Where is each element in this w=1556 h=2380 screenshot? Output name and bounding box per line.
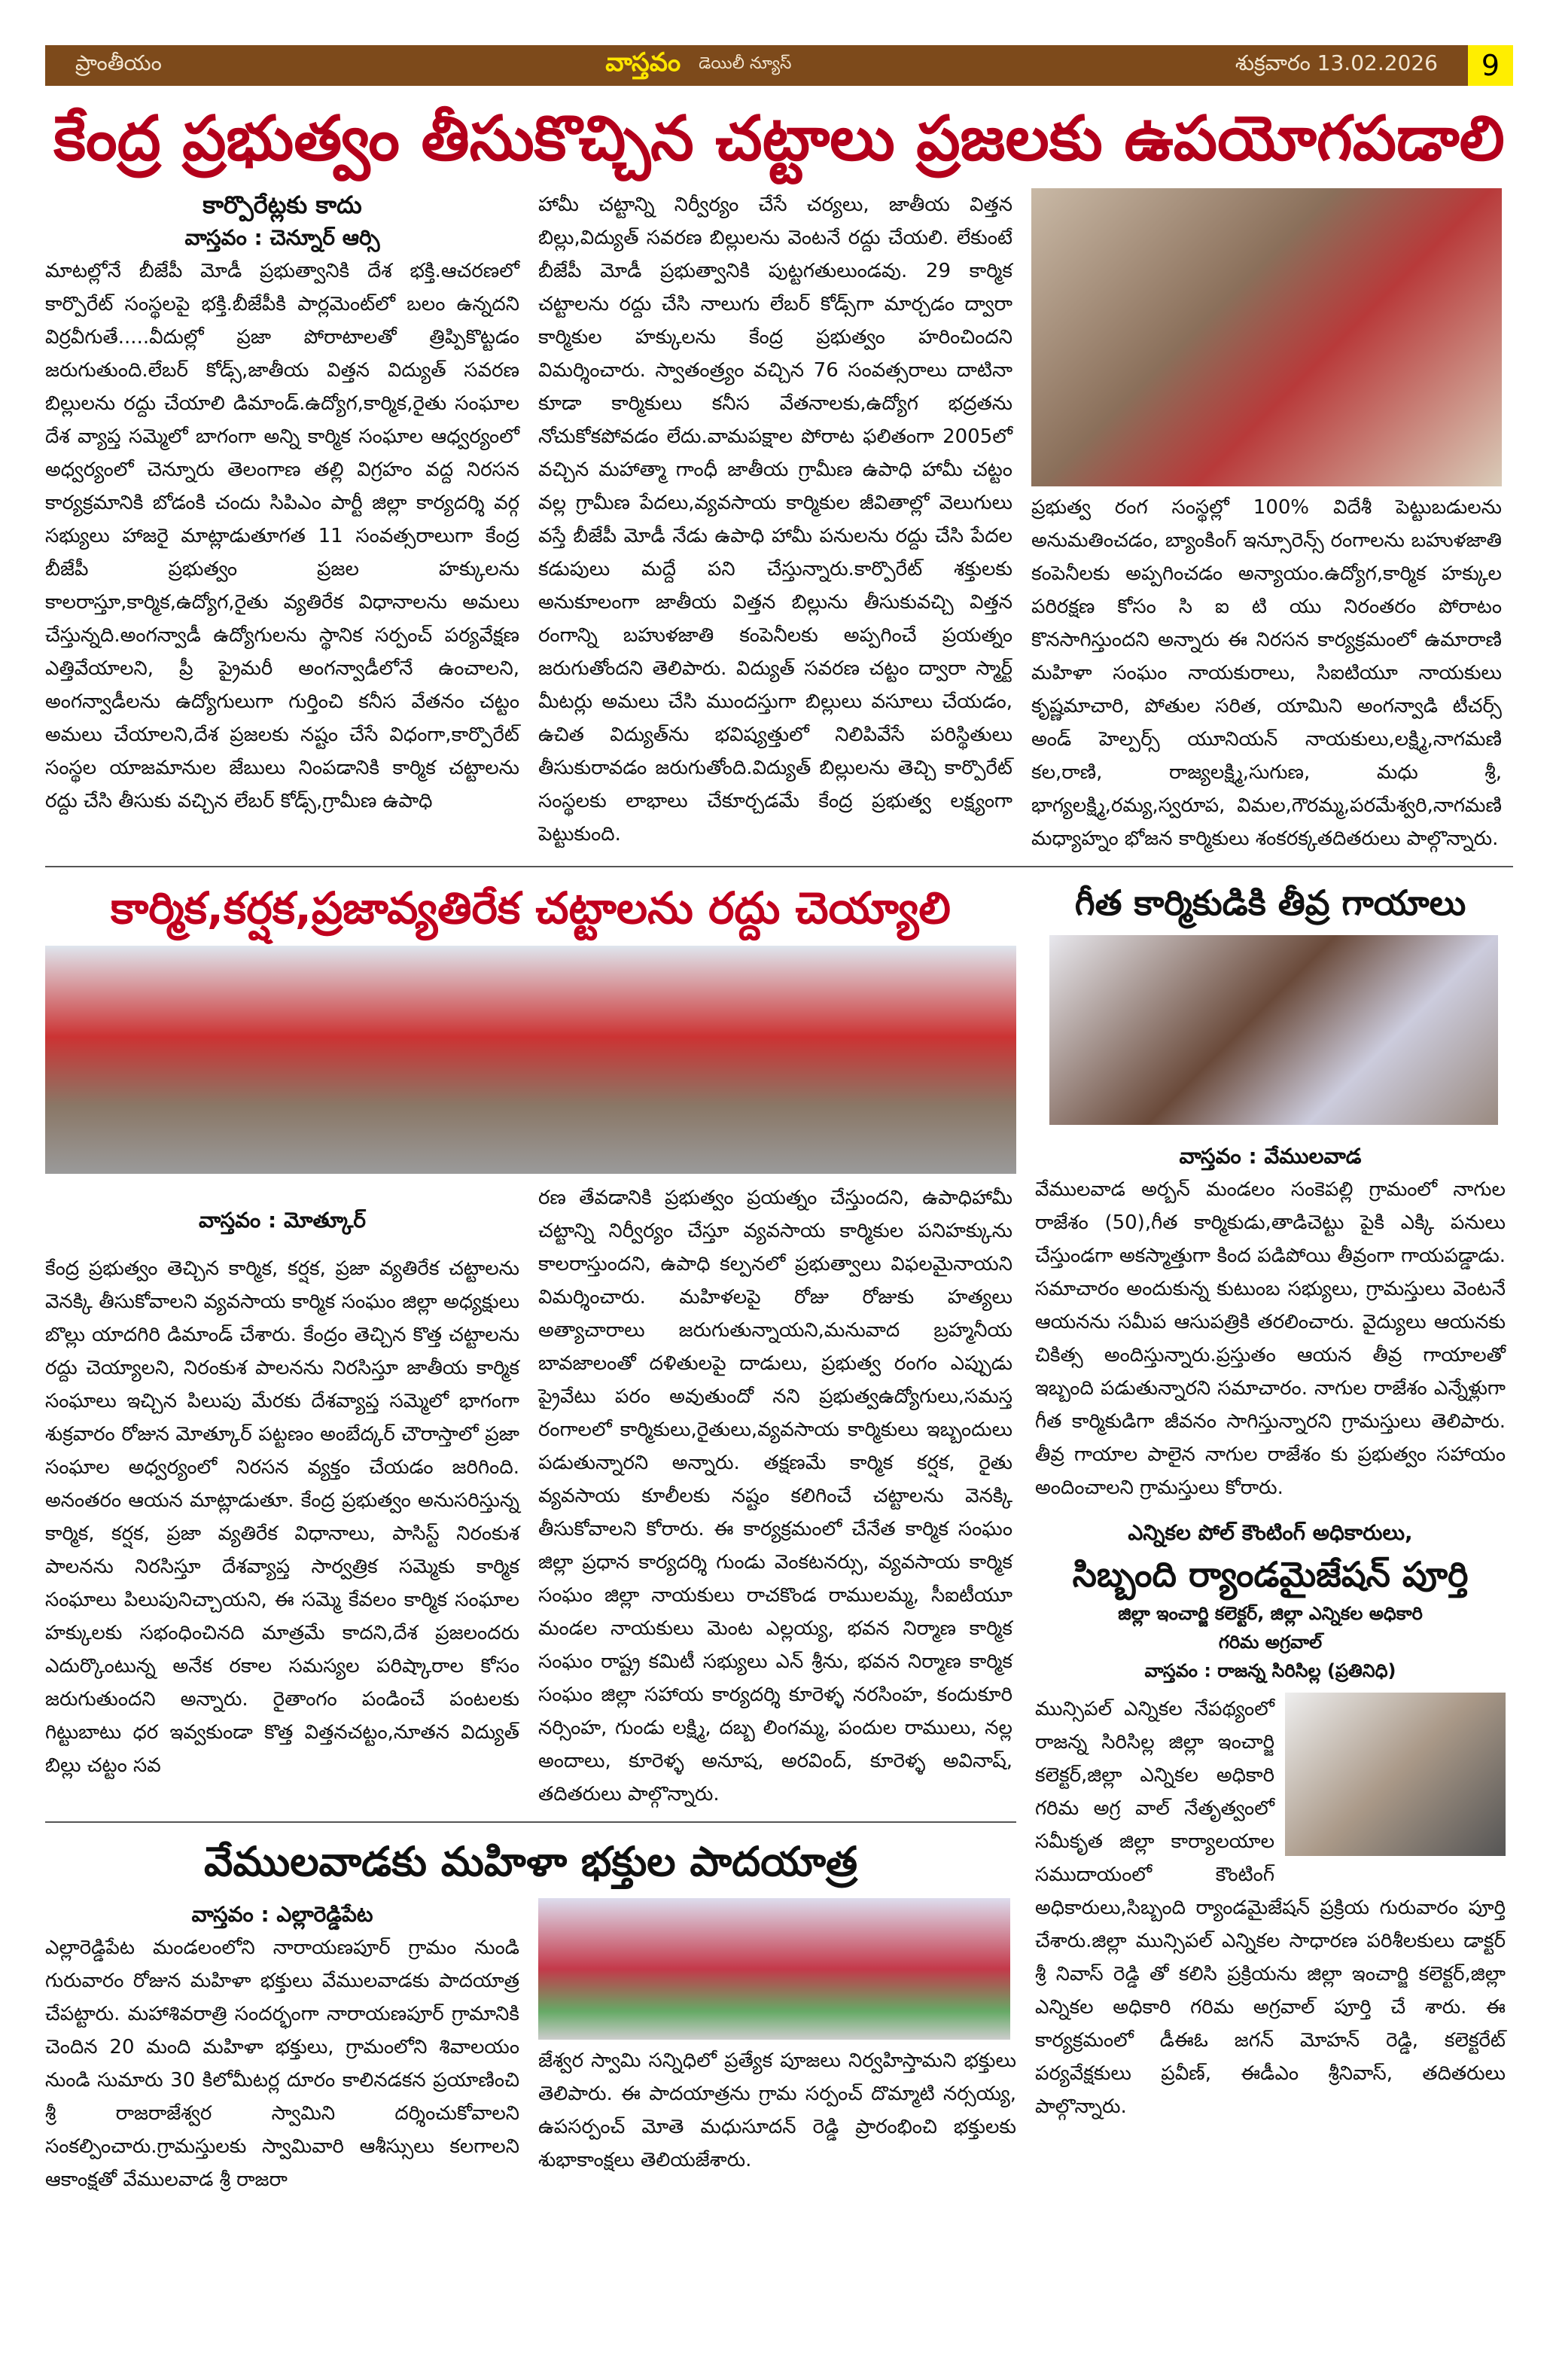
article2-col1 (45, 1181, 519, 1782)
page-header (45, 45, 1513, 86)
article5-col2 (538, 1898, 1016, 2177)
page-number: 9 (1468, 45, 1513, 86)
devotees-photo (538, 1898, 1010, 2040)
article2-headline: కార్మిక,కర్షక,ప్రజావ్యతిరేక చట్టాలను రద్దు చెయ్యాలి (111, 882, 951, 934)
article4-text-block (1035, 1693, 1506, 2123)
article4-dateline: వాస్తవం : రాజన్న సిరిసిల్ల (ప్రతినిధి) (1144, 1660, 1396, 1681)
lead-text-col2: హామీ చట్టాన్ని నిర్వీర్యం చేసే చర్యలు, జాతీయ విత్తన బిల్లు,విద్యుత్ సవరణ బిల్లులను వెంటనే రద్దు చేయలి. లేకుంటే బీజేపీ మోడీ ప్రభుత్వానికి పుట్టగతులుండవు. 29 కార్మిక చట్టాలను రద్దు చేసి నాలుగు లేబర్ కోడ్స్‌గా మార్చడం ద్వారా కార్మికుల హక్కులను కేంద్ర ప్రభుత్వం హరించిందని విమర్శించారు. స్వాతంత్ర్యం వచ్చిన 76 సంవత్సరాలు దాటినా కూడా కార్మికులు కనీస వేతనాలకు,ఉద్యోగ భద్రతను నోచుకోకపోవడం లేదు.వామపక్షాల పోరాట ఫలితంగా 2005లో వచ్చిన మహాత్మా గాంధీ జాతీయ గ్రామీణ ఉపాధి హామీ చట్టం వల్ల గ్రామీణ పేదలు,వ్యవసాయ కార్మికుల జీవితాల్లో వెలుగులు వస్తే బీజేపీ మోడీ నేడు ఉపాధి హామీ పనులను రద్దు చేసి పేదల కడుపులు మద్దే పని చేస్తున్నారు.కార్పొరేట్ శక్తులకు అనుకూలంగా జాతీయ విత్తన బిల్లును తీసుకువచ్చి విత్తన రంగాన్ని బహుళజాతి కంపెనీలకు అప్పగించే ప్రయత్నం జరుగుతోందని తెలిపారు. విద్యుత్ సవరణ చట్టం ద్వారా స్మార్ట్ మీటర్లు అమలు చేసి ముందస్తుగా బిల్లులు వసూలు చేయడం, ఉచిత విద్యుత్‌ను భవిష్యత్తులో నిలిపివేసే పరిస్థితులు తీసుకురావడం జరుగుతోంది.విద్యుత్ బిల్లులను తెచ్చి కార్పొరేట్ సంస్థలకు లాభాలు చేకూర్చడమే కేంద్ర ప్రభుత్వ లక్ష్యంగా పెట్టుకుంది. (538, 194, 1012, 846)
article2-dateline: వాస్తవం : మోత్కూర్ (199, 1208, 366, 1233)
right-area (1035, 878, 1506, 2123)
article4-text: యాల సముదాయంలో కౌంటింగ్ అధికారులు,సిబ్బంది ర్యాండమైజేషన్ ప్రక్రియ గురువారం పూర్తి చేశారు.జిల్లా మున్సిపల్ ఎన్నికల సాధారణ పరిశీలకులు డాక్టర్ శ్రీ నివాస్ రెడ్డి తో కలిసి ప్రక్రియను జిల్లా ఇంచార్జి కలెక్టర్,జిల్లా ఎన్నికల అధికారి గరిమ అగ్రవాల్ పూర్తి చే శారు. ఈ కార్యక్రమంలో డీఈఓ జగన్ మోహన్ రెడ్డి, కలెక్టరేట్ పర్యవేక్షకులు ప్రవీణ్, ఈడీఎం శ్రీనివాస్, తదితరులు పాల్గొన్నారు. (1035, 1830, 1506, 2118)
article3-headline: గీత కార్మికుడికి తీవ్ర గాయాలు (1074, 882, 1466, 923)
article4-sub2: గరిమ అగ్రవాల్ (1218, 1632, 1323, 1653)
article4-headline: సిబ్బంది ర్యాండమైజేషన్ పూర్తి (1072, 1554, 1469, 1595)
article4-kicker: ఎన్నికల పోల్ కౌంటింగ్ అధికారులు, (1128, 1520, 1413, 1545)
lead-text-col3: ప్రభుత్వ రంగ సంస్థల్లో 100% విదేశీ పెట్టుబడులను అనుమతించడం, బ్యాంకింగ్ ఇన్సూరెన్స్ రంగాలను బహుళజాతి కంపెనీలకు అప్పగించడం అన్యాయం.ఉద్యోగ,కార్మిక హక్కుల పరిరక్షణ కోసం సి ఐ టి యు నిరంతరం పోరాటం కొనసాగిస్తుందని అన్నారు ఈ నిరసన కార్యక్రమంలో ఉమారాణి మహిళా సంఘం నాయకురాలు, సిఐటియూ నాయకులు కృష్ణమాచారి, పోతుల సరిత, యామిని అంగన్వాడి టీచర్స్ అండ్ హెల్పర్స్ యూనియన్ నాయకులు,లక్ష్మి,నాగమణి కల,రాణి, రాజ్యలక్ష్మి,సుగుణ, మధు శ్రీ, భాగ్యలక్ష్మి,రమ్య,స్వరూప, విమల,గౌరమ్మ,పరమేశ్వరి,నాగమణి మధ్యాహ్నం భోజన కార్మికులు శంకరక్కతదితరులు పాల్గొన్నారు. (1031, 496, 1502, 850)
rally-photo (45, 946, 1016, 1174)
article3-dateline: వాస్తవం : వేములవాడ (1179, 1144, 1362, 1169)
lead-kicker: కార్పొరేట్లకు కాదు (202, 190, 362, 219)
article4-subheads (1035, 1599, 1506, 1685)
protest-photo (1031, 188, 1502, 486)
left-area (45, 878, 1016, 2196)
lead-dateline: వాస్తవం : చెన్నూర్ ఆర్సి (184, 225, 380, 250)
article4-text-top: మున్సిపల్ ఎన్నికల నేపథ్యంలో రాజన్న సిరిసిల్ల జిల్లా ఇంచార్జి కలెక్టర్,జిల్లా ఎన్నికల అధికారి గరిమ అగ్ర వాల్ నేతృత్వంలో సమీకృత జిల్లా కార్యాల (1035, 1698, 1274, 1853)
article5-text-col2: జేశ్వర స్వామి సన్నిధిలో ప్రత్యేక పూజలు నిర్వహిస్తామని భక్తులు తెలిపారు. ఈ పాదయాత్రను గ్రామ సర్పంచ్ దొమ్మాటి నర్సయ్య, ఉపసర్పంచ్ మోతె మధుసూదన్ రెడ్డి ప్రారంభించి భక్తులకు శుభాకాంక్షలు తెలియజేశారు. (538, 2049, 1016, 2171)
article2-text-col2: రణ తేవడానికి ప్రభుత్వం ప్రయత్నం చేస్తుందని, ఉపాధిహామీ చట్టాన్ని నిర్వీర్యం చేస్తూ వ్యవసాయ కార్మికుల పనిహక్కును కాలరాస్తుందని, ఉపాధి కల్పనలో ప్రభుత్వాలు విఫలమైనాయని విమర్శించారు. మహిళలపై రోజు రోజుకు హత్యలు అత్యాచారాలు జరుగుతున్నాయని,మనువాద బ్రహ్మనీయ బావజాలంతో దళితులపై దాడులు, ప్రభుత్వ రంగం ఎప్పుడు ప్రైవేటు పరం అవుతుందో నని ప్రభుత్వఉద్యోగులు,సమస్త రంగాలలో కార్మికులు,రైతులు,వ్యవసాయ కార్మికులు ఇబ్బందులు పడుతున్నారని అన్నారు. తక్షణమే కార్మిక కర్షక, రైతు వ్యవసాయ కూలీలకు నష్టం కలిగించే చట్టాలను వెనక్కి తీసుకోవాలని కోరారు. ఈ కార్యక్రమంలో చేనేత కార్మిక సంఘం జిల్లా ప్రధాన కార్యదర్శి గుండు వెంకటనర్సు, వ్యవసాయ కార్మిక సంఘం జిల్లా నాయకులు రాచకొండ రాములమ్మ, సీఐటీయూ మండల నాయకులు మెంట ఎల్లయ్య, భవన నిర్మాణ కార్మిక సంఘం రాష్ట్ర కమిటీ సభ్యులు ఎన్ శ్రీను, భవన నిర్మాణ కార్మిక సంఘం జిల్లా సహాయ కార్యదర్శి కూరెళ్ళ నరసింహ, కందుకూరి నర్సింహ, గుండు లక్ష్మి, దబ్బ లింగమ్మ, పందుల రాములు, నల్ల అందాలు, కూరెళ్ళ అనూష, అరవింద్, కూరెళ్ళ అవినాష్, తదితరులు పాల్గొన్నారు. (538, 1187, 1012, 1806)
article5-dateline: వాస్తవం : ఎల్లారెడ్డిపేట (191, 1902, 373, 1927)
lead-text-col1: మాటల్లోనే బీజేపీ మోడీ ప్రభుత్వానికి దేశ భక్తి.ఆచరణలో కార్పొరేట్ సంస్థలపై భక్తి.బీజేపీకి పార్లమెంట్‌లో బలం ఉన్నదని విర్రవీగుతే.....వీదుల్లో ప్రజా పోరాటాలతో త్రిప్పికొట్టడం జరుగుతుంది.లేబర్ కోడ్స్,జాతీయ విత్తన విద్యుత్ సవరణ బిల్లులను రద్దు చేయాలి డిమాండ్.ఉద్యోగ,కార్మిక,రైతు సంఘాల దేశ వ్యాప్త సమ్మెలో బాగంగా అన్ని కార్మిక సంఘాల ఆధ్వర్యంలో అధ్వర్యంలో చెన్నూరు తెలంగాణ తల్లి విగ్రహం వద్ద నిరసన కార్యక్రమానికి బోడంకి చందు సిపిఎం పార్టీ జిల్లా కార్యదర్శి వర్గ సభ్యులు హాజరై మాట్లాడుతూగత 11 సంవత్సరాలుగా కేంద్ర బీజేపీ ప్రభుత్వం ప్రజల హక్కులను కాలరాస్తూ,కార్మిక,ఉద్యోగ,రైతు వ్యతిరేక విధానాలను అమలు చేస్తున్నది.అంగన్వాడీ ఉద్యోగులను స్థానిక సర్పంచ్ పర్యవేక్షణ ఎత్తివేయాలని, ప్రీ ప్రైమరీ అంగన్వాడీలోనే ఉంచాలని, అంగన్వాడీలను ఉద్యోగులుగా గుర్తించి కనీస వేతనం చట్టం అమలు చేయాలని,దేశ ప్రజలకు నష్టం చేసే విధంగా,కార్పొరేట్ సంస్థల యాజమానుల జేబులు నింపడానికి కార్మిక చట్టాలను రద్దు చేసి తీసుకు వచ్చిన లేబర్ కోడ్స్,గ్రామీణ ఉపాధి (45, 260, 519, 812)
article2-body (45, 1181, 1016, 1811)
meeting-photo (1285, 1693, 1506, 1856)
article5-col1 (45, 1898, 519, 2196)
page-header-bar (45, 45, 1468, 86)
article5-text-col1: ఎల్లారెడ్డిపేట మండలంలోని నారాయణపూర్ గ్రామం నుండి గురువారం రోజున మహిళా భక్తులు వేములవాడకు పాదయాత్ర చేపట్టారు. మహాశివరాత్రి సందర్భంగా నారాయణపూర్ గ్రామానికి చెందిన 20 మంది మహిళా భక్తులు, గ్రామంలోని శివాలయం నుండి సుమారు 30 కిలోమీటర్ల దూరం కాలినడకన ప్రయాణించి శ్రీ రాజరాజేశ్వర స్వామిని దర్శించుకోవాలని సంకల్పించారు.గ్రామస్తులకు స్వామివారి ఆశీస్సులు కలగాలని ఆకాంక్షతో వేములవాడ శ్రీ రాజరా (45, 1937, 519, 2191)
section-label: ప్రాంతీయం (75, 50, 162, 75)
brand-subtitle: డెయిలీ న్యూస్ (699, 54, 792, 73)
article2-text-col1: కేంద్ర ప్రభుత్వం తెచ్చిన కార్మిక, కర్షక, ప్రజా వ్యతిరేక చట్టాలను వెనక్కి తీసుకోవాలని వ్యవసాయ కార్మిక సంఘం జిల్లా అధ్యక్షులు బొల్లు యాదగిరి డిమాండ్ చేశారు. కేంద్రం తెచ్చిన కొత్త చట్టాలను రద్దు చెయ్యాలని, నిరంకుశ పాలనను నిరసిస్తూ జాతీయ కార్మిక సంఘాలు ఇచ్చిన పిలుపు మేరకు దేశవ్యాప్త సమ్మెలో భాగంగా శుక్రవారం రోజున మోత్కూర్ పట్టణం అంబేద్కర్ చౌరాస్తాలో ప్రజా సంఘాల అధ్వర్యంలో నిరసన వ్యక్తం చేయడం జరిగింది. అనంతరం ఆయన మాట్లాడుతూ. కేంద్ర ప్రభుత్వం అనుసరిస్తున్న కార్మిక, కర్షక, ప్రజా వ్యతిరేక విధానాలు, పాసిస్ట్ నిరంకుశ పాలనను నిరసిస్తూ దేశవ్యాప్త సార్వత్రిక సమ్మెకు కార్మిక సంఘాలు పిలుపునిచ్చాయని, ఈ సమ్మె కేవలం కార్మిక సంఘాల హక్కులకు సభంధించినది మాత్రమే కాదని,దేశ ప్రజలందరు ఎదుర్కొంటున్న అనేక రకాల సమస్యల పరిష్కారాల కోసం జరుగుతుందని అన్నారు. రైతాంగం పండించే పంటలకు గిట్టుబాటు ధర ఇవ్వకుండా కొత్త విత్తనచట్టం,నూతన విద్యుత్ బిల్లు చట్టం సవ (45, 1257, 519, 1777)
lead-article-col3 (1031, 188, 1502, 855)
divider (45, 1821, 1016, 1823)
brand-logo: వాస్తవం (605, 47, 681, 78)
lead-article-col1 (45, 188, 519, 818)
article5-body (45, 1898, 1016, 2196)
article5-headline: వేములవాడకు మహిళా భక్తుల పాదయాత్ర (204, 1838, 857, 1885)
article4-sub1: జిల్లా ఇంచార్జి కలెక్టర్, జిల్లా ఎన్నికల అధికారి (1118, 1603, 1423, 1624)
lead-headline: కేంద్ర ప్రభుత్వం తీసుకొచ్చిన చట్టాలు ప్రజలకు ఉపయోగపడాలి (53, 103, 1505, 175)
issue-date: శుక్రవారం 13.02.2026 (1235, 50, 1438, 75)
injured-worker-photo (1049, 935, 1498, 1125)
lower-section (45, 878, 1513, 2196)
lead-article (45, 188, 1513, 855)
divider (45, 866, 1513, 867)
article3-text: వేములవాడ అర్బన్ మండలం సంకెపల్లి గ్రామంలో నాగుల రాజేశం (50),గీత కార్మికుడు,తాడిచెట్టు పైకి ఎక్కి పనులు చేస్తుండగా అకస్మాత్తుగా కింద పడిపోయి తీవ్రంగా గాయపడ్డాడు. సమాచారం అందుకున్న కుటుంబ సభ్యులు, గ్రామస్తులు వెంటనే ఆయనను సమీప ఆసుపత్రికి తరలించారు. వైద్యులు ఆయనకు చికిత్స అందిస్తున్నారు.ప్రస్తుతం ఆయన తీవ్ర గాయాలతో ఇబ్బంది పడుతున్నారని సమాచారం. నాగుల రాజేశం ఎన్నేళ్లుగా గీత కార్మికుడిగా జీవనం సాగిస్తున్నారని గ్రామస్తులు తెలిపారు. తీవ్ర గాయాల పాలైన నాగుల రాజేశం కు ప్రభుత్వం సహాయం అందించాలని గ్రామస్తులు కోరారు. (1035, 1178, 1506, 1499)
